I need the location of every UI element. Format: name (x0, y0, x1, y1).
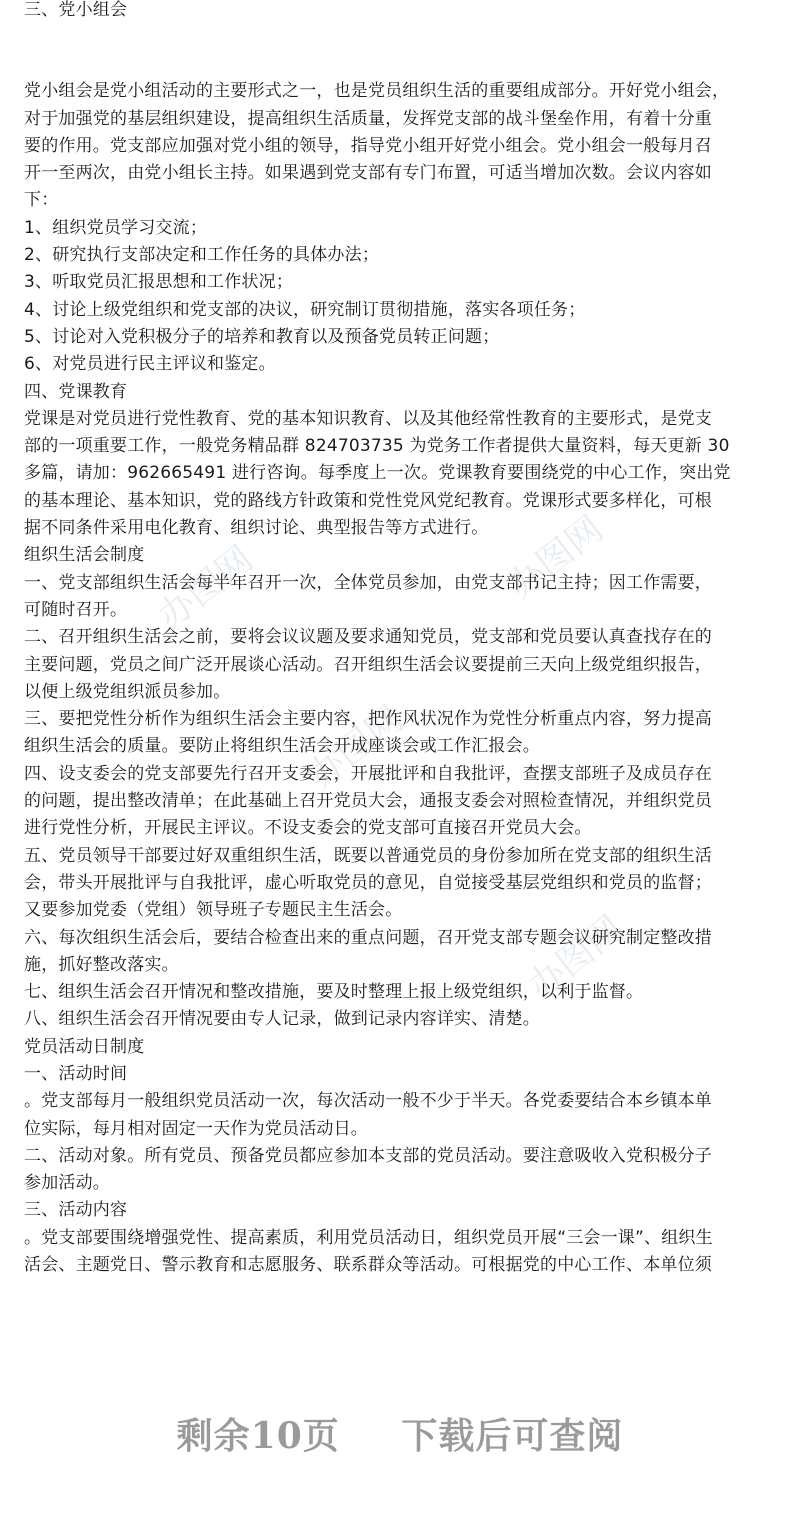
text-line: 1、组织党员学习交流； (24, 217, 208, 238)
text-line: 活会、主题党日、警示教育和志愿服务、联系群众等活动。可根据党的中心工作、本单位须 (24, 1255, 712, 1276)
text-line: 组织生活会的质量。要防止将组织生活会开成座谈会或工作汇报会。 (24, 736, 540, 757)
text-line: 多篇，请加：962665491 进行咨询。每季度上一次。党课教育要围绕党的中心工作，突出党 (24, 463, 731, 484)
text-line: 参加活动。 (24, 1173, 110, 1194)
text-line: 的基本理论、基本知识，党的路线方针政策和党性党风党纪教育。党课形式要多样化，可根 (24, 490, 712, 511)
section-heading: 三、党小组会 (24, 0, 128, 20)
text-line: 一、党支部组织生活会每半年召开一次，全体党员参加，由党支部书记主持；因工作需要， (24, 572, 712, 593)
text-line: 3、听取党员汇报思想和工作状况； (24, 272, 294, 293)
text-line: 会，带头开展批评与自我批评，虚心听取党员的意见，自觉接受基层党组织和党员的监督； (24, 872, 712, 893)
text-line: 6、对党员进行民主评议和鉴定。 (24, 354, 276, 375)
text-line: 4、讨论上级党组织和党支部的决议，研究制订贯彻措施，落实各项任务； (24, 299, 586, 320)
text-line: 开一至两次，由党小组长主持。如果遇到党支部有专门布置，可适当增加次数。会议内容如 (24, 163, 712, 184)
download-hint-label[interactable]: 下载后可查阅 (401, 1415, 624, 1457)
text-line: 八、组织生活会召开情况要由专人记录，做到记录内容详实、清楚。 (24, 1009, 540, 1030)
text-line: 党小组会是党小组活动的主要形式之一，也是党员组织生活的重要组成部分。开好党小组会， (24, 81, 730, 102)
text-line: 七、组织生活会召开情况和整改措施，要及时整理上报上级党组织，以利于监督。 (24, 982, 644, 1003)
text-line: 部的一项重要工作，一般党务精品群 824703735 为党务工作者提供大量资料，每天更新 30 (24, 436, 730, 457)
watermark: 办图网 (150, 538, 262, 638)
download-prompt[interactable] (0, 1408, 800, 1468)
text-line: 五、党员领导干部要过好双重组织生活，既要以普通党员的身份参加所在党支部的组织生活 (24, 845, 712, 866)
text-line: 据不同条件采用电化教育、组织讨论、典型报告等方式进行。 (24, 518, 489, 539)
document-text (24, 78, 784, 1279)
text-line: 。党支部每月一般组织党员活动一次，每次活动一般不少于半天。各党委要结合本乡镇本单 (24, 1091, 712, 1112)
text-line: 2、研究执行支部决定和工作任务的具体办法； (24, 245, 380, 266)
text-line: 要的作用。党支部应加强对党小组的领导，指导党小组开好党小组会。党小组会一般每月召 (24, 135, 712, 156)
text-line: 可随时召开。 (24, 599, 128, 620)
text-line: 三、活动内容 (24, 1200, 128, 1221)
text-line: 四、党课教育 (24, 381, 128, 402)
text-line: 位实际，每月相对固定一天作为党员活动日。 (24, 1118, 368, 1139)
text-line: 四、设支委会的党支部要先行召开支委会，开展批评和自我批评，查摆支部班子及成员存在 (24, 763, 712, 784)
text-line: 六、每次组织生活会后，要结合检查出来的重点问题，召开党支部专题会议研究制定整改措 (24, 927, 712, 948)
text-line: 一、活动时间 (24, 1063, 128, 1084)
remaining-pages-label[interactable]: 剩余10页 (176, 1415, 340, 1457)
text-line: 进行党性分析，开展民主评议。不设支委会的党支部可直接召开党员大会。 (24, 818, 592, 839)
text-line: 主要问题，党员之间广泛开展谈心活动。召开组织生活会议要提前三天向上级党组织报告， (24, 654, 712, 675)
text-line: 5、讨论对入党积极分子的培养和教育以及预备党员转正问题； (24, 326, 500, 347)
text-line: 以便上级党组织派员参加。 (24, 681, 231, 702)
watermark: 办图网 (300, 698, 412, 798)
text-line: 二、活动对象。所有党员、预备党员都应参加本支部的党员活动。要注意吸收入党积极分子 (24, 1145, 712, 1166)
text-line: 施，抓好整改落实。 (24, 954, 179, 975)
text-line: 党员活动日制度 (24, 1036, 145, 1057)
text-line: 三、要把党性分析作为组织生活会主要内容，把作风状况作为党性分析重点内容，努力提高 (24, 709, 712, 730)
text-line: 党课是对党员进行党性教育、党的基本知识教育、以及其他经常性教育的主要形式，是党支 (24, 408, 712, 429)
text-line: 组织生活会制度 (24, 545, 145, 566)
text-line: 的问题，提出整改清单；在此基础上召开党员大会，通报支委会对照检查情况，并组织党员 (24, 791, 712, 812)
document-body (24, 0, 784, 1279)
watermark: 办图网 (520, 908, 632, 1008)
text-line: 二、召开组织生活会之前，要将会议议题及要求通知党员，党支部和党员要认真查找存在的 (24, 627, 712, 648)
text-line: 又要参加党委（党组）领导班子专题民主生活会。 (24, 900, 403, 921)
text-line: 。党支部要围绕增强党性、提高素质，利用党员活动日，组织党员开展“三会一课”、组织生 (24, 1227, 713, 1248)
watermark: 办图网 (500, 508, 612, 608)
text-line: 下： (24, 190, 59, 211)
text-line: 对于加强党的基层组织建设，提高组织生活质量，发挥党支部的战斗堡垒作用，有着十分重 (24, 108, 712, 129)
